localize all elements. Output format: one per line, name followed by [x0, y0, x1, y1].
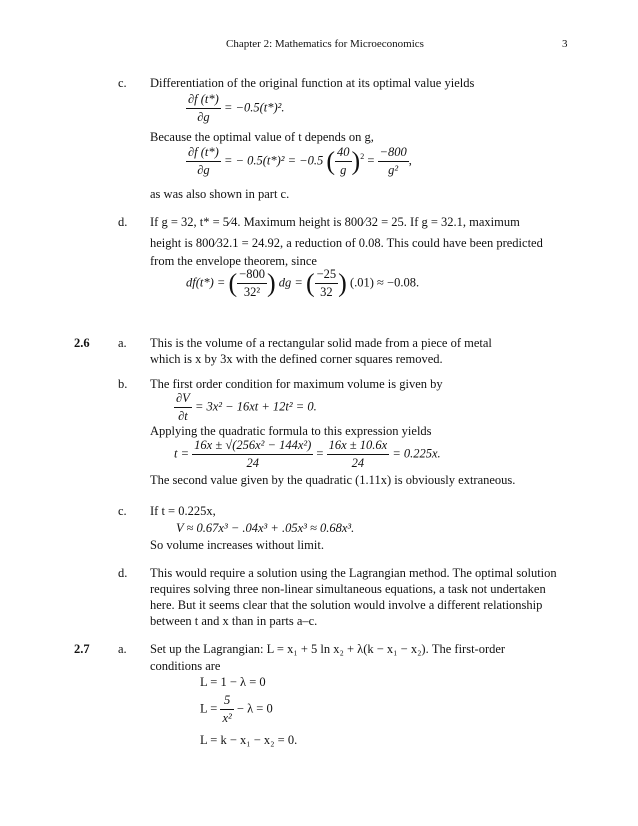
text-line: Set up the Lagrangian: L = x₁ + 5 ln x₂ + λ(k − x₁ − x₂). The first-order — [150, 642, 506, 656]
part-label-d: d. — [118, 566, 128, 580]
equation-2-6-c: V ≈ 0.67x³ − .04x³ + .05x³ ≈ 0.68x³. — [176, 521, 355, 535]
part-label-a: a. — [118, 336, 127, 350]
text-line: So volume increases without limit. — [150, 538, 324, 552]
text-line: If t = 0.225x, — [150, 504, 216, 518]
part-label-a: a. — [118, 642, 127, 656]
text-line: here. But it seems clear that the solution would involve a different relationship — [150, 598, 543, 612]
equation-2-6-b2: t = $\frac{\text{16x ± √(256x² − 144x²)}}{24}$ = $\frac{16x \pm 10.6x}{24}$ = 0.225x. — [174, 438, 441, 470]
text-line: between t and x than in parts a–c. — [150, 614, 318, 628]
problem-number-2-6: 2.6 — [74, 336, 90, 350]
text-line: This is the volume of a rectangular solid made from a piece of metal — [150, 336, 492, 350]
text-line: from the envelope theorem, since — [150, 254, 317, 268]
equation-rhs: = −0.5(t*)². — [223, 100, 285, 115]
text-line: height is 800⁄32.1 = 24.92, a reduction of 0.08. This could have been predicted — [150, 236, 543, 250]
text-line: Because the optimal value of t depends on g, — [150, 130, 374, 144]
equation-2-7-3: L = k − x₁ − x₂ = 0. — [200, 733, 298, 747]
part-label-b: b. — [118, 377, 128, 391]
text-line: conditions are — [150, 659, 221, 673]
text-line: This would require a solution using the Lagrangian method. The optimal solution — [150, 566, 557, 580]
equation-2-7-2: L = $\frac{5}{\text{x²}}$ − λ = 0 — [200, 693, 273, 725]
part-label-c: c. — [118, 76, 127, 90]
problem-number-2-7: 2.7 — [74, 642, 90, 656]
page-number: 3 — [562, 38, 568, 50]
running-header-title: Chapter 2: Mathematics for Microeconomics — [226, 38, 424, 50]
text-line: requires solving three non-linear simultaneous equations, a task not undertaken — [150, 582, 546, 596]
text-line: The first order condition for maximum volume is given by — [150, 377, 443, 391]
equation-2-7-1: L = 1 − λ = 0 — [200, 675, 266, 689]
equation-c1: $\frac{\partial f (t*)}{\partial g}$ = −0.5(t*)². — [188, 92, 285, 124]
text-line: The second value given by the quadratic (1.11x) is obviously extraneous. — [150, 473, 516, 487]
text-line: which is x by 3x with the defined corner squares removed. — [150, 352, 443, 366]
text-line: as was also shown in part c. — [150, 187, 290, 201]
equation-c2: $\frac{\partial f (t*)}{\partial g}$ = − 0.5(t*)² = −0.5 ( $\frac{40}{g}$ )$^2$ = $\frac{-800}{\text{g²}}$ , — [188, 145, 412, 177]
part-label-c: c. — [118, 504, 127, 518]
text-line: If g = 32, t* = 5⁄4. Maximum height is 800⁄32 = 25. If g = 32.1, maximum — [150, 215, 520, 229]
equation-2-6-b1: $\frac{\partial V}{\partial t}$ = 3x² − 16xt + 12t² = 0. — [176, 391, 317, 423]
part-label-d: d. — [118, 215, 128, 229]
text-line: Differentiation of the original function at its optimal value yields — [150, 76, 475, 90]
equation-d1: df(t*) = ( $\frac{-800}{\text{32²}}$ ) dg = ( $\frac{-25}{32}$ ) (.01) ≈ −0.08. — [186, 267, 420, 299]
text-line: Applying the quadratic formula to this expression yields — [150, 424, 432, 438]
